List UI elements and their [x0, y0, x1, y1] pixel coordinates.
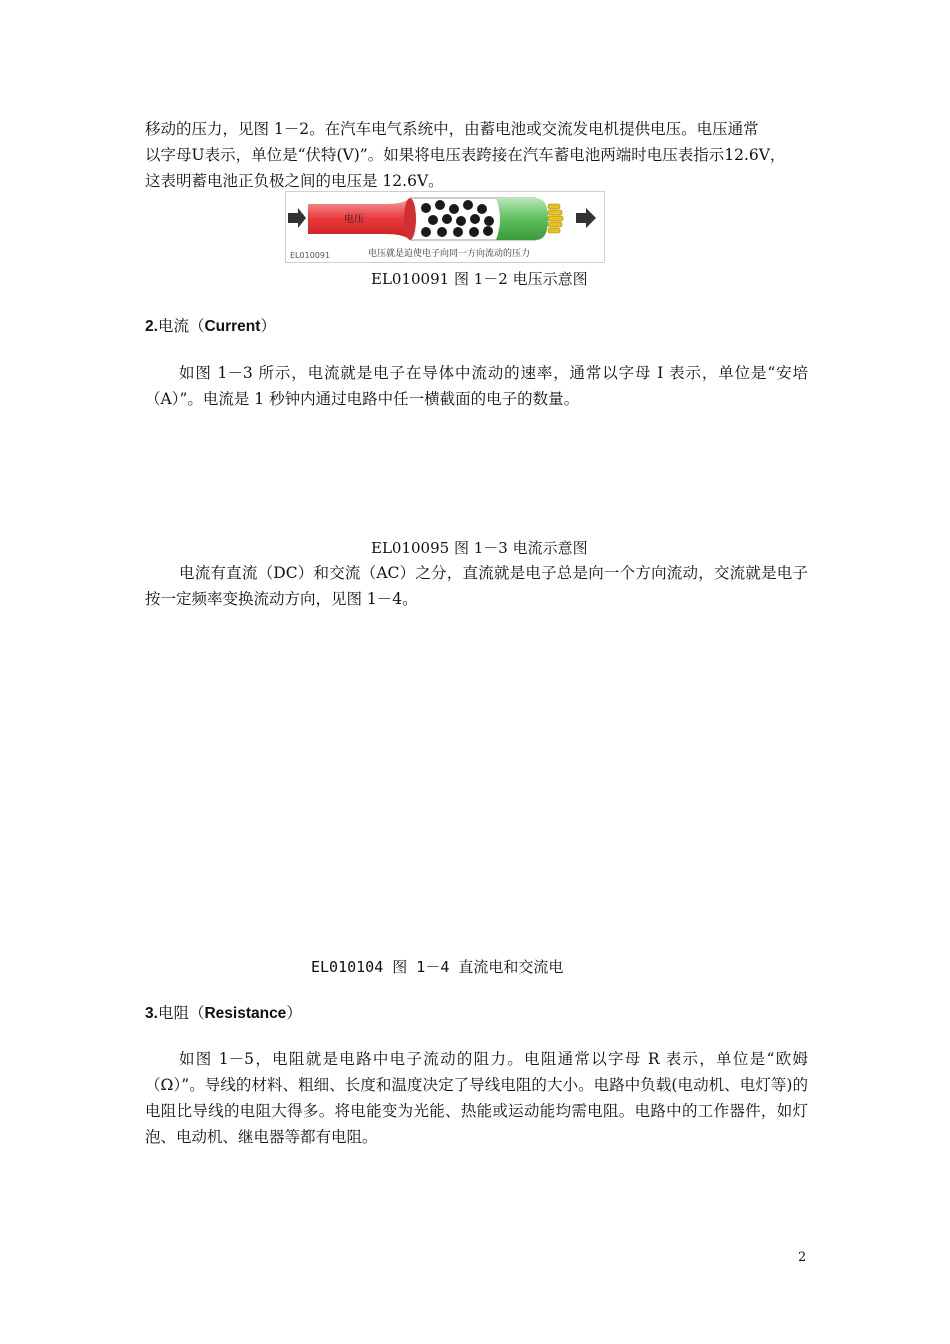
section1-line: 以字母U表示，单位是“伏特(V)”。如果将电压表跨接在汽车蓄电池两端时电压表指示12.6V，	[145, 146, 786, 164]
voltage-label: 电压	[344, 214, 364, 225]
heading-zh: 电阻（	[157, 1004, 205, 1022]
resistance-paragraph: 如图 1－5，电阻就是电路中电子流动的阻力。电阻通常以字母 R 表示，单位是“欧姆（Ω）”。导线的材料、粗细、长度和温度决定了导线电阻的大小。电路中负载(电动机、电灯等)的电阻比导线的电阻大得多。将电能变为光能、热能或运动能均需电阻。电路中的工作器件，如灯泡、电动机、继电器等都有电阻。	[145, 1050, 808, 1146]
figure3-caption: EL010104 图 1－4 直流电和交流电	[311, 958, 564, 976]
right-arrow-icon	[576, 208, 596, 228]
figure-corner-label: EL010091	[290, 251, 331, 260]
figure-bottom-caption: 电压就是迫使电子向同一方向流动的压力	[368, 249, 531, 259]
figure1-caption: EL010091 图 1－2 电压示意图	[371, 270, 588, 288]
left-arrow-icon	[288, 208, 306, 228]
section1-paragraph	[145, 116, 808, 194]
electron-dots	[421, 200, 494, 237]
section3-heading	[145, 1001, 302, 1026]
voltage-figure-graphic	[286, 192, 604, 262]
figure2-caption: EL010095 图 1－3 电流示意图	[371, 539, 588, 557]
heading-en: Current	[204, 318, 261, 335]
section1-line: 移动的压力，见图 1－2。在汽车电气系统中，由蓄电池或交流发电机提供电压。电压通常	[145, 120, 759, 138]
heading-number: 2.	[145, 318, 158, 335]
dc-ac-paragraph: 电流有直流（DC）和交流（AC）之分，直流就是电子总是向一个方向流动，交流就是电子按一定频率变换流动方向，见图 1－4。	[145, 564, 808, 608]
page-number: 2	[798, 1250, 807, 1265]
heading-en: Resistance	[204, 1005, 287, 1022]
section2-heading	[145, 314, 276, 339]
copper-strands	[548, 204, 563, 233]
wire-jacket	[496, 198, 548, 240]
heading-close: ）	[286, 1004, 302, 1022]
current-paragraph: 如图 1－3 所示，电流就是电子在导体中流动的速率，通常以字母 I 表示，单位是“安培（A）”。电流是 1 秒钟内通过电路中任一横截面的电子的数量。	[145, 364, 808, 408]
heading-number: 3.	[145, 1005, 158, 1022]
voltage-figure	[285, 191, 605, 263]
heading-zh: 电流（	[157, 317, 205, 335]
section1-line: 这表明蓄电池正负极之间的电压是 12.6V。	[145, 172, 444, 190]
heading-close: ）	[260, 317, 276, 335]
